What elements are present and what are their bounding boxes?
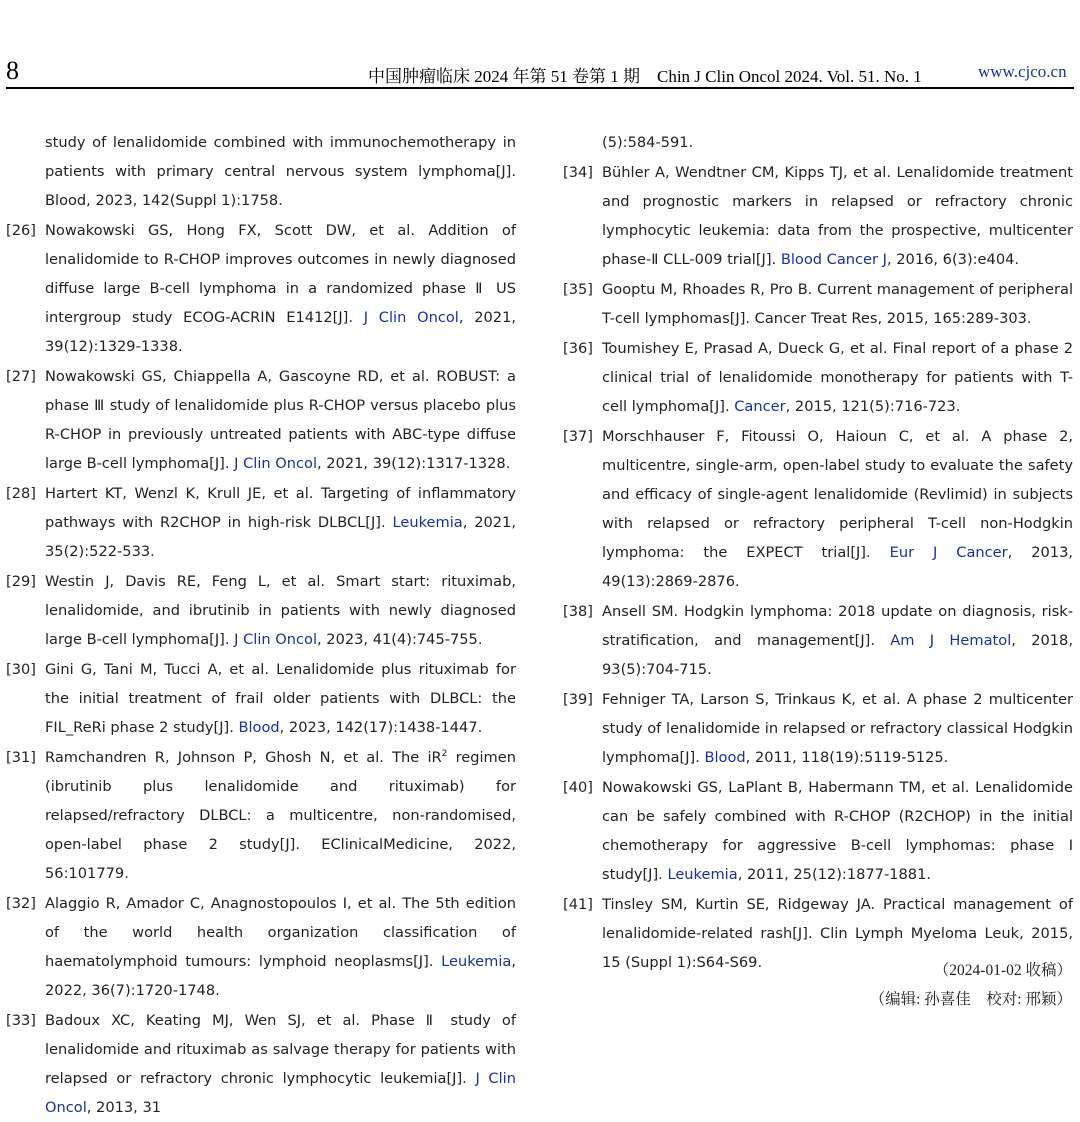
- reference-text-segment: , 2015, 121(5):716-723.: [785, 398, 961, 415]
- superscript: 2: [441, 749, 448, 760]
- reference-item: [563, 773, 1073, 889]
- reference-item: [563, 422, 1073, 596]
- reference-item: [563, 275, 1073, 333]
- references-right-column: [563, 128, 1073, 977]
- reference-number: [32]: [6, 895, 36, 912]
- reference-number: [41]: [563, 896, 593, 913]
- reference-text-segment: Morschhauser F, Fitoussi O, Haioun C, et al. A phase 2, multicentre, single-arm, open-label study to evaluate the safety and efficacy of single-agent lenalidomide (Revlimid) in subjects with relapsed or refractory peripheral T-cell non-Hodgkin lymphoma: the EXPECT trial[J].: [602, 428, 1073, 561]
- header-rule: [6, 87, 1074, 89]
- reference-number: [40]: [563, 779, 593, 796]
- reference-number: [35]: [563, 281, 593, 298]
- reference-text-segment: Ramchandren R, Johnson P, Ghosh N, et al. The iR: [45, 749, 442, 766]
- reference-text-segment: , 2021, 39(12):1329-1338.: [45, 309, 516, 355]
- reference-item: [563, 597, 1073, 684]
- reference-text: [45, 216, 516, 361]
- reference-text: [602, 334, 1073, 421]
- journal-link[interactable]: J Clin Oncol: [234, 631, 318, 648]
- reference-text-segment: study of lenalidomide combined with immunochemotherapy in patients with primary central nervous system lymphoma[J]. Blood, 2023, 142(Suppl 1):1758.: [45, 134, 516, 209]
- reference-number: [31]: [6, 749, 36, 766]
- reference-item: [6, 1006, 516, 1122]
- editor-credits: （编辑: 孙喜佳 校对: 邢颖）: [869, 991, 1072, 1008]
- reference-text: [45, 567, 516, 654]
- reference-item: [6, 128, 516, 215]
- reference-text-segment: Gini G, Tani M, Tucci A, et al. Lenalidomide plus rituximab for the initial treatment of frail older patients with DLBCL: the FIL_ReRi phase 2 study[J].: [45, 661, 516, 736]
- reference-number: [37]: [563, 428, 593, 445]
- reference-text-segment: Nowakowski GS, Chiappella A, Gascoyne RD, et al. ROBUST: a phase Ⅲ study of lenalidomide plus R-CHOP versus placebo plus R-CHOP in previously untreated patients with ABC-type diffuse large B-cell lymphoma[J].: [45, 368, 516, 472]
- reference-item: [563, 685, 1073, 772]
- reference-item: [563, 128, 1073, 157]
- reference-text-segment: , 2022, 36(7):1720-1748.: [45, 953, 516, 999]
- journal-link[interactable]: Eur J Cancer: [889, 544, 1008, 561]
- reference-text-segment: Ansell SM. Hodgkin lymphoma: 2018 update on diagnosis, risk-stratification, and management[J].: [602, 603, 1073, 649]
- reference-text-segment: Hartert KT, Wenzl K, Krull JE, et al. Targeting of inflammatory pathways with R2CHOP in high-risk DLBCL[J].: [45, 485, 516, 531]
- reference-text-segment: Tinsley SM, Kurtin SE, Ridgeway JA. Practical management of lenalidomide-related rash[J]. Clin Lymph Myeloma Leuk, 2015, 15 (Suppl 1):S64-S69.: [602, 896, 1073, 971]
- received-date: （2024-01-02 收稿）: [933, 962, 1072, 979]
- reference-number: [34]: [563, 164, 593, 181]
- reference-text: [45, 655, 516, 742]
- reference-text: [602, 597, 1073, 684]
- reference-text-segment: Nowakowski GS, Hong FX, Scott DW, et al. Addition of lenalidomide to R-CHOP improves outcomes in newly diagnosed diffuse large B-cell lymphoma in a randomized phase Ⅱ US intergroup study ECOG-ACRIN E1412[J].: [45, 222, 516, 326]
- reference-item: [6, 743, 516, 888]
- reference-text: [45, 479, 516, 566]
- reference-text-segment: , 2021, 39(12):1317-1328.: [317, 455, 511, 472]
- reference-item: [6, 655, 516, 742]
- reference-text: [602, 128, 1073, 157]
- references-left-column: [6, 128, 516, 1122]
- reference-number: [30]: [6, 661, 36, 678]
- reference-text-segment: regimen (ibrutinib plus lenalidomide and rituximab) for relapsed/refractory DLBCL: a multicentre, non-randomised, open-label phase 2 study[J]. EClinicalMedicine, 2022, 56:101779.: [45, 749, 517, 882]
- reference-item: [563, 158, 1073, 274]
- page-number: 8: [6, 56, 19, 85]
- reference-text-segment: , 2011, 118(19):5119-5125.: [745, 749, 949, 766]
- reference-number: [26]: [6, 222, 36, 239]
- journal-link[interactable]: J Clin Oncol: [234, 455, 318, 472]
- reference-text-segment: , 2016, 6(3):e404.: [886, 251, 1020, 268]
- reference-text: [45, 1006, 516, 1122]
- reference-item: [563, 334, 1073, 421]
- reference-text-segment: , 2021, 35(2):522-533.: [45, 514, 516, 560]
- reference-text-segment: , 2018, 93(5):704-715.: [602, 632, 1073, 678]
- journal-link[interactable]: Cancer: [734, 398, 786, 415]
- reference-number: [39]: [563, 691, 593, 708]
- reference-text-segment: , 2011, 25(12):1877-1881.: [737, 866, 932, 883]
- reference-text-segment: Toumishey E, Prasad A, Dueck G, et al. Final report of a phase 2 clinical trial of lenalidomide monotherapy for patients with T-cell lymphoma[J].: [602, 340, 1073, 415]
- reference-text-segment: Bühler A, Wendtner CM, Kipps TJ, et al. Lenalidomide treatment and prognostic markers in relapsed or refractory chronic lymphocytic leukemia: data from the prospective, multicenter phase-Ⅱ CLL-009 trial[J].: [602, 164, 1073, 268]
- journal-link[interactable]: Leukemia: [441, 953, 512, 970]
- reference-text: [45, 743, 516, 888]
- reference-text: [45, 362, 516, 478]
- reference-text: [602, 685, 1073, 772]
- reference-number: [29]: [6, 573, 36, 590]
- reference-text-segment: Gooptu M, Rhoades R, Pro B. Current management of peripheral T-cell lymphomas[J]. Cancer Treat Res, 2015, 165:289-303.: [602, 281, 1073, 327]
- journal-header: 中国肿瘤临床 2024 年第 51 卷第 1 期 Chin J Clin Oncol 2024. Vol. 51. No. 1: [368, 67, 922, 86]
- reference-number: [36]: [563, 340, 593, 357]
- reference-item: [6, 567, 516, 654]
- reference-text: [602, 422, 1073, 596]
- journal-link[interactable]: Am J Hematol: [890, 632, 1012, 649]
- reference-text-segment: , 2013, 49(13):2869-2876.: [602, 544, 1073, 590]
- reference-item: [6, 479, 516, 566]
- journal-link[interactable]: Leukemia: [392, 514, 463, 531]
- reference-item: [6, 216, 516, 361]
- reference-text-segment: Fehniger TA, Larson S, Trinkaus K, et al. A phase 2 multicenter study of lenalidomide in relapsed or refractory classical Hodgkin lymphoma[J].: [602, 691, 1073, 766]
- reference-text-segment: Westin J, Davis RE, Feng L, et al. Smart start: rituximab, lenalidomide, and ibrutinib in patients with newly diagnosed large B-cell lymphoma[J].: [45, 573, 516, 648]
- reference-text: [602, 275, 1073, 333]
- reference-item: [6, 889, 516, 1005]
- reference-text-segment: Nowakowski GS, LaPlant B, Habermann TM, et al. Lenalidomide can be safely combined with R-CHOP (R2CHOP) in the initial chemotherapy for aggressive B-cell lymphomas: phase Ⅰ study[J].: [602, 779, 1073, 883]
- reference-text-segment: , 2023, 41(4):745-755.: [317, 631, 483, 648]
- reference-item: [6, 362, 516, 478]
- reference-text: [45, 128, 516, 215]
- journal-link[interactable]: J Clin Oncol: [363, 309, 459, 326]
- reference-text-segment: , 2023, 142(17):1438-1447.: [279, 719, 483, 736]
- reference-text-segment: , 2013, 31: [86, 1099, 162, 1116]
- reference-text: [45, 889, 516, 1005]
- reference-number: [38]: [563, 603, 593, 620]
- reference-number: [33]: [6, 1012, 36, 1029]
- journal-link[interactable]: Blood: [238, 719, 280, 736]
- journal-website-link[interactable]: www.cjco.cn: [978, 62, 1067, 81]
- journal-link[interactable]: J Clin Oncol: [45, 1070, 516, 1116]
- reference-text: [602, 158, 1073, 274]
- journal-link[interactable]: Blood Cancer J: [780, 251, 887, 268]
- reference-number: [28]: [6, 485, 36, 502]
- journal-link[interactable]: Blood: [704, 749, 746, 766]
- reference-text-segment: Alaggio R, Amador C, Anagnostopoulos I, et al. The 5th edition of the world health organization classification of haematolymphoid tumours: lymphoid neoplasms[J].: [45, 895, 516, 970]
- reference-text-segment: Badoux XC, Keating MJ, Wen SJ, et al. Phase Ⅱ study of lenalidomide and rituximab as salvage therapy for patients with relapsed or refractory chronic lymphocytic leukemia[J].: [45, 1012, 516, 1087]
- journal-link[interactable]: Leukemia: [667, 866, 738, 883]
- reference-text-segment: (5):584-591.: [602, 134, 694, 151]
- reference-number: [27]: [6, 368, 36, 385]
- reference-text: [602, 773, 1073, 889]
